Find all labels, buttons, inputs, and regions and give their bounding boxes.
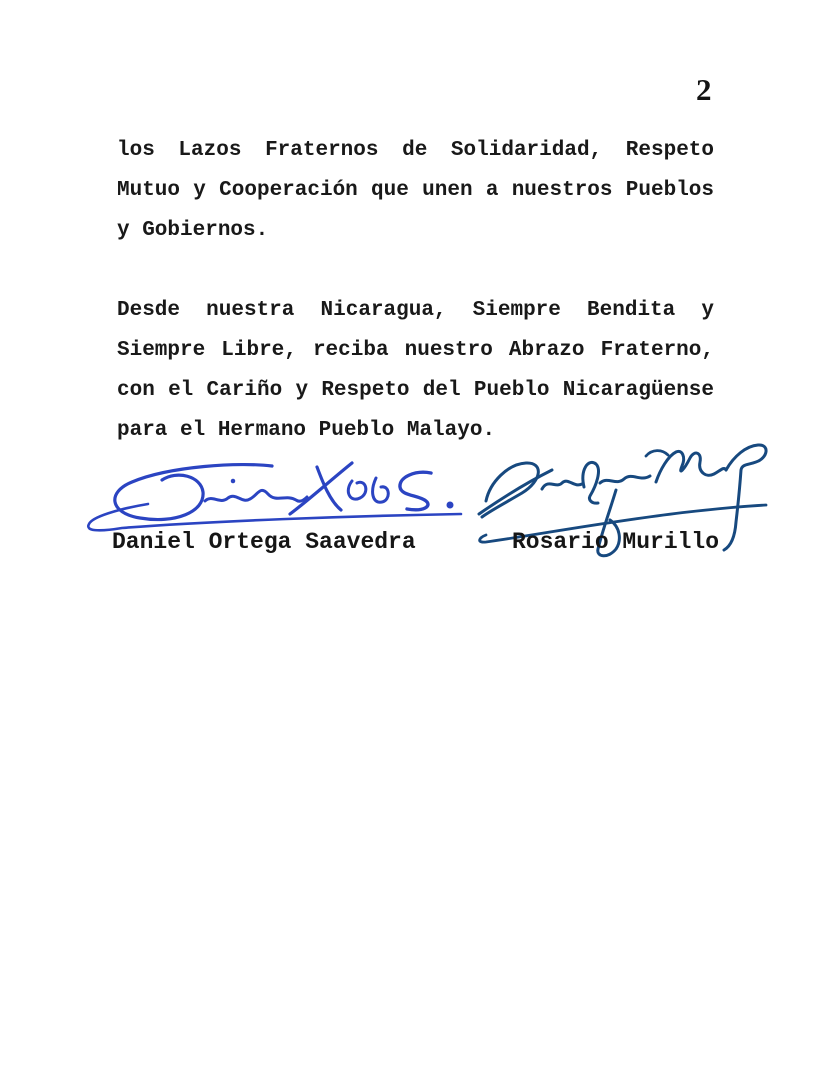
page-number: 2 bbox=[696, 72, 712, 107]
signatory-name-daniel-ortega: Daniel Ortega Saavedra bbox=[112, 529, 416, 555]
signatory-name-rosario-murillo: Rosario Murillo bbox=[512, 529, 720, 555]
daniel-ortega-signature-icon bbox=[85, 448, 465, 536]
paragraph-1: los Lazos Fraternos de Solidaridad, Respeto Mutuo y Cooperación que unen a nuestros Pueblos y Gobiernos. bbox=[117, 139, 714, 242]
letter-body bbox=[117, 131, 714, 451]
paragraph-2: Desde nuestra Nicaragua, Siempre Bendita y Siempre Libre, reciba nuestro Abrazo Fraterno, con el Cariño y Respeto del Pueblo Nicaragüense para el Hermano Pueblo Malayo. bbox=[117, 299, 714, 442]
